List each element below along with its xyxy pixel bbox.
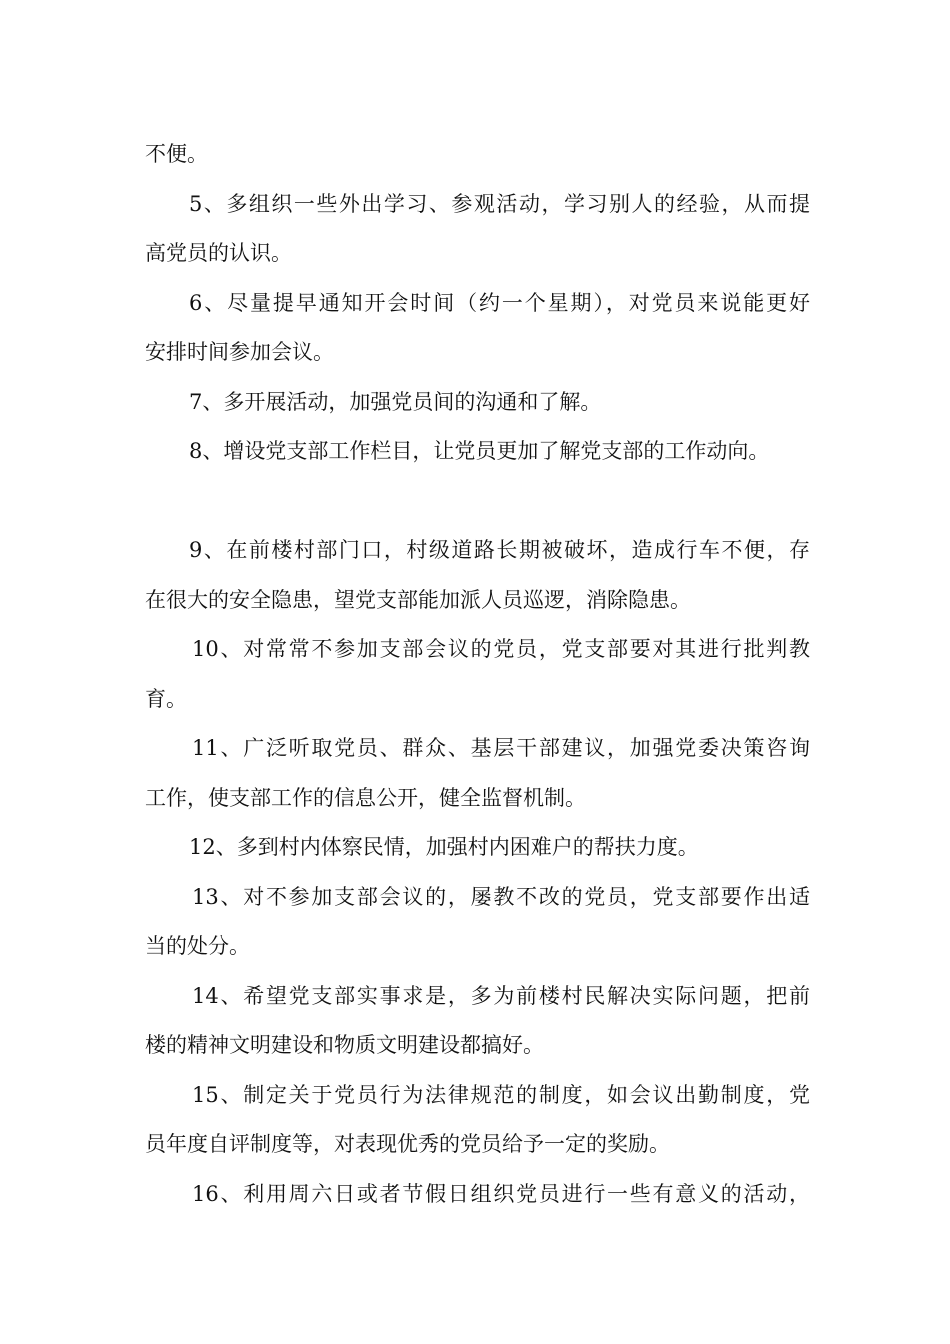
text-line: 高党员的认识。 bbox=[145, 241, 292, 265]
text-line: 安排时间参加会议。 bbox=[145, 340, 334, 364]
text-line: 11、广泛听取党员、群众、基层干部建议，加强党委决策咨询 bbox=[192, 736, 810, 760]
text-line: 6、尽量提早通知开会时间（约一个星期），对党员来说能更好 bbox=[189, 290, 810, 315]
text-line: 13、对不参加支部会议的，屡教不改的党员，党支部要作出适 bbox=[192, 884, 810, 909]
text-line: 工作，使支部工作的信息公开，健全监督机制。 bbox=[145, 785, 586, 810]
text-line: 在很大的安全隐患，望党支部能加派人员巡逻，消除隐患。 bbox=[145, 587, 691, 612]
text-line: 16、利用周六日或者节假日组织党员进行一些有意义的活动， bbox=[192, 1181, 810, 1206]
document-body bbox=[145, 130, 810, 1219]
paragraph-9 bbox=[145, 526, 810, 625]
paragraph-16 bbox=[145, 1170, 810, 1220]
text-line: 9、在前楼村部门口，村级道路长期被破坏，造成行车不便，存 bbox=[189, 538, 810, 562]
paragraph-14 bbox=[145, 972, 810, 1071]
paragraph-11 bbox=[145, 724, 810, 823]
text-line: 15、制定关于党员行为法律规范的制度，如会议出勤制度，党 bbox=[192, 1082, 810, 1107]
text-line: 育。 bbox=[145, 686, 187, 711]
paragraph-continuation bbox=[145, 130, 810, 180]
text-line: 12、多到村内体察民情，加强村内困难户的帮扶力度。 bbox=[189, 835, 699, 859]
text-line: 7、多开展活动，加强党员间的沟通和了解。 bbox=[189, 389, 602, 414]
paragraph-7 bbox=[145, 378, 810, 428]
text-line: 不便。 bbox=[145, 142, 208, 166]
paragraph-12 bbox=[145, 823, 810, 873]
text-line: 5、多组织一些外出学习、参观活动，学习别人的经验，从而提 bbox=[189, 191, 810, 216]
text-line: 当的处分。 bbox=[145, 934, 250, 958]
paragraph-gap bbox=[145, 477, 810, 527]
text-line: 楼的精神文明建设和物质文明建设都搞好。 bbox=[145, 1033, 544, 1057]
paragraph-13 bbox=[145, 873, 810, 972]
paragraph-10 bbox=[145, 625, 810, 724]
text-line: 员年度自评制度等，对表现优秀的党员给予一定的奖励。 bbox=[145, 1132, 670, 1156]
text-line: 8、增设党支部工作栏目，让党员更加了解党支部的工作动向。 bbox=[189, 439, 770, 463]
paragraph-5 bbox=[145, 180, 810, 279]
text-line: 10、对常常不参加支部会议的党员，党支部要对其进行批判教 bbox=[192, 637, 810, 661]
text-line: 14、希望党支部实事求是，多为前楼村民解决实际问题，把前 bbox=[192, 983, 810, 1008]
paragraph-6 bbox=[145, 279, 810, 378]
paragraph-8 bbox=[145, 427, 810, 477]
paragraph-15 bbox=[145, 1071, 810, 1170]
